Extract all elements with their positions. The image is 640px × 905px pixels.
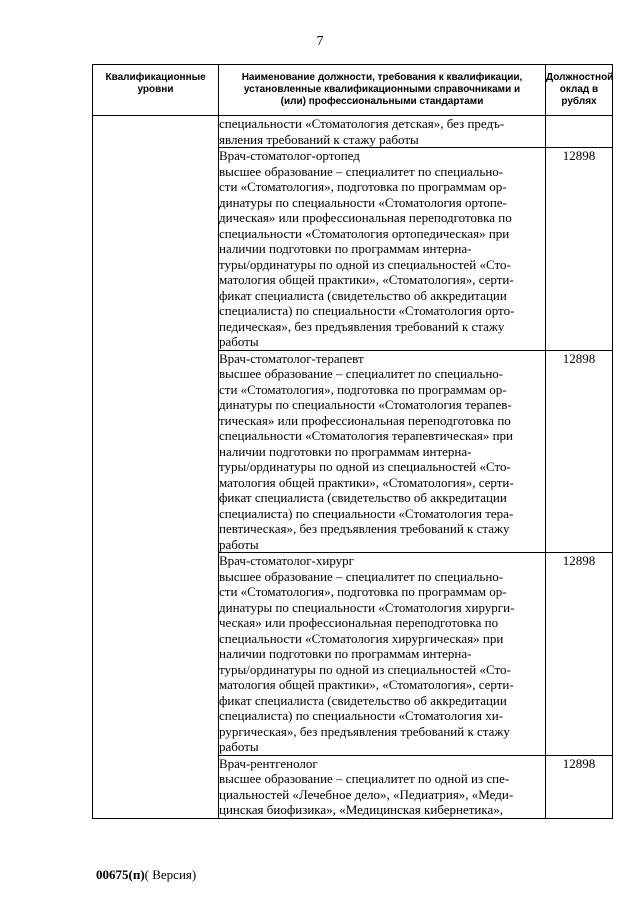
description-line: явления требований к стажу работы xyxy=(219,131,419,147)
position-description xyxy=(219,350,546,553)
salary-cell xyxy=(546,116,613,148)
header-col3-line1: Должностной xyxy=(546,72,614,83)
description-line: фикат специалиста (свидетельство об аккредитации xyxy=(219,490,507,505)
description-line: динатуры по специальности «Стоматология ортопе- xyxy=(219,194,507,210)
qualification-table xyxy=(92,64,613,819)
description-line: наличии подготовки по программам интерна- xyxy=(219,443,472,459)
description-line: работы xyxy=(219,536,259,552)
description-line: специалиста) по специальности «Стоматология хи- xyxy=(219,708,504,723)
salary-cell: 12898 xyxy=(546,148,613,351)
description-line: работы xyxy=(219,334,259,349)
description-line: рургическая», без предъявления требований к стажу xyxy=(219,723,510,739)
salary-cell: 12898 xyxy=(546,553,613,756)
description-line: специальности «Стоматология хирургическая» при xyxy=(219,630,504,646)
description-line: педическая», без предъявления требований к стажу xyxy=(219,318,505,334)
header-qualification-levels xyxy=(93,65,219,116)
table-row xyxy=(93,116,613,148)
position-description xyxy=(219,553,546,756)
description-line: высшее образование – специалитет по специально- xyxy=(219,568,504,584)
document-version: ( Версия) xyxy=(144,867,197,882)
page-number: 7 xyxy=(316,34,324,49)
salary-cell: 12898 xyxy=(546,755,613,818)
header-col2-line2: установленные квалификационными справочниками и xyxy=(243,84,521,95)
description-line: специальности «Стоматология детская», без предъ- xyxy=(219,116,505,131)
description-line: динатуры по специальности «Стоматология хирурги- xyxy=(219,599,515,615)
description-line: туры/ординатуры по одной из специальностей «Сто- xyxy=(219,459,511,474)
description-line: фикат специалиста (свидетельство об аккредитации xyxy=(219,692,507,708)
description-line: специальности «Стоматология ортопедическая» при xyxy=(219,225,510,241)
description-line: тическая» или профессиональная переподготовка по xyxy=(219,412,511,428)
header-col2-line3: (или) профессиональными стандартами xyxy=(280,96,484,107)
description-line: циальностей «Лечебное дело», «Педиатрия», «Меди- xyxy=(219,786,514,802)
salary-cell: 12898 xyxy=(546,350,613,553)
description-line: специалиста) по специальности «Стоматология тера- xyxy=(219,505,514,521)
description-line: специальности «Стоматология терапевтическая» при xyxy=(219,428,513,443)
header-col3-line2: оклад в рублях xyxy=(559,84,599,107)
description-line: дическая» или профессиональная переподготовка по xyxy=(219,210,512,225)
description-line: матология общей практики», «Стоматология», серти- xyxy=(219,272,514,287)
description-line: наличии подготовки по программам интерна- xyxy=(219,241,472,256)
description-line: работы xyxy=(219,739,259,754)
header-salary xyxy=(546,65,613,116)
description-line: цинская биофизика», «Медицинская кибернетика», xyxy=(219,802,504,817)
description-line: Врач-стоматолог-хирург xyxy=(219,553,354,568)
qualification-level-cell xyxy=(93,116,219,819)
document-code: 00675(п) xyxy=(96,867,145,882)
document-footer xyxy=(96,867,196,883)
description-line: высшее образование – специалитет по специально- xyxy=(219,163,504,179)
description-line: сти «Стоматология», подготовка по программам ор- xyxy=(219,381,507,397)
description-line: наличии подготовки по программам интерна- xyxy=(219,646,472,661)
description-line: высшее образование – специалитет по одной из спе- xyxy=(219,771,510,786)
position-description xyxy=(219,148,546,351)
description-line: Врач-стоматолог-ортопед xyxy=(219,148,360,163)
description-line: туры/ординатуры по одной из специальностей «Сто- xyxy=(219,256,511,272)
table-header-row xyxy=(93,65,613,116)
description-line: матология общей практики», «Стоматология», серти- xyxy=(219,474,514,490)
description-line: Врач-стоматолог-терапевт xyxy=(219,350,364,366)
header-position-requirements xyxy=(219,65,546,116)
description-line: ческая» или профессиональная переподготовка по xyxy=(219,615,499,630)
description-line: динатуры по специальности «Стоматология терапев- xyxy=(219,397,512,412)
description-line: сти «Стоматология», подготовка по программам ор- xyxy=(219,179,507,194)
description-line: Врач-рентгенолог xyxy=(219,755,318,771)
description-line: туры/ординатуры по одной из специальностей «Сто- xyxy=(219,661,511,677)
position-description xyxy=(219,116,546,148)
description-line: фикат специалиста (свидетельство об аккредитации xyxy=(219,287,507,303)
header-col1-text: Квалификационные уровни xyxy=(105,72,206,95)
position-description xyxy=(219,755,546,818)
description-line: высшее образование – специалитет по специально- xyxy=(219,366,504,381)
description-line: певтическая», без предъявления требований к стажу xyxy=(219,521,510,536)
description-line: сти «Стоматология», подготовка по программам ор- xyxy=(219,584,507,599)
description-line: матология общей практики», «Стоматология», серти- xyxy=(219,677,514,692)
description-line: специалиста) по специальности «Стоматология орто- xyxy=(219,303,515,318)
header-col2-line1: Наименование должности, требования к квалификации, xyxy=(241,72,523,83)
